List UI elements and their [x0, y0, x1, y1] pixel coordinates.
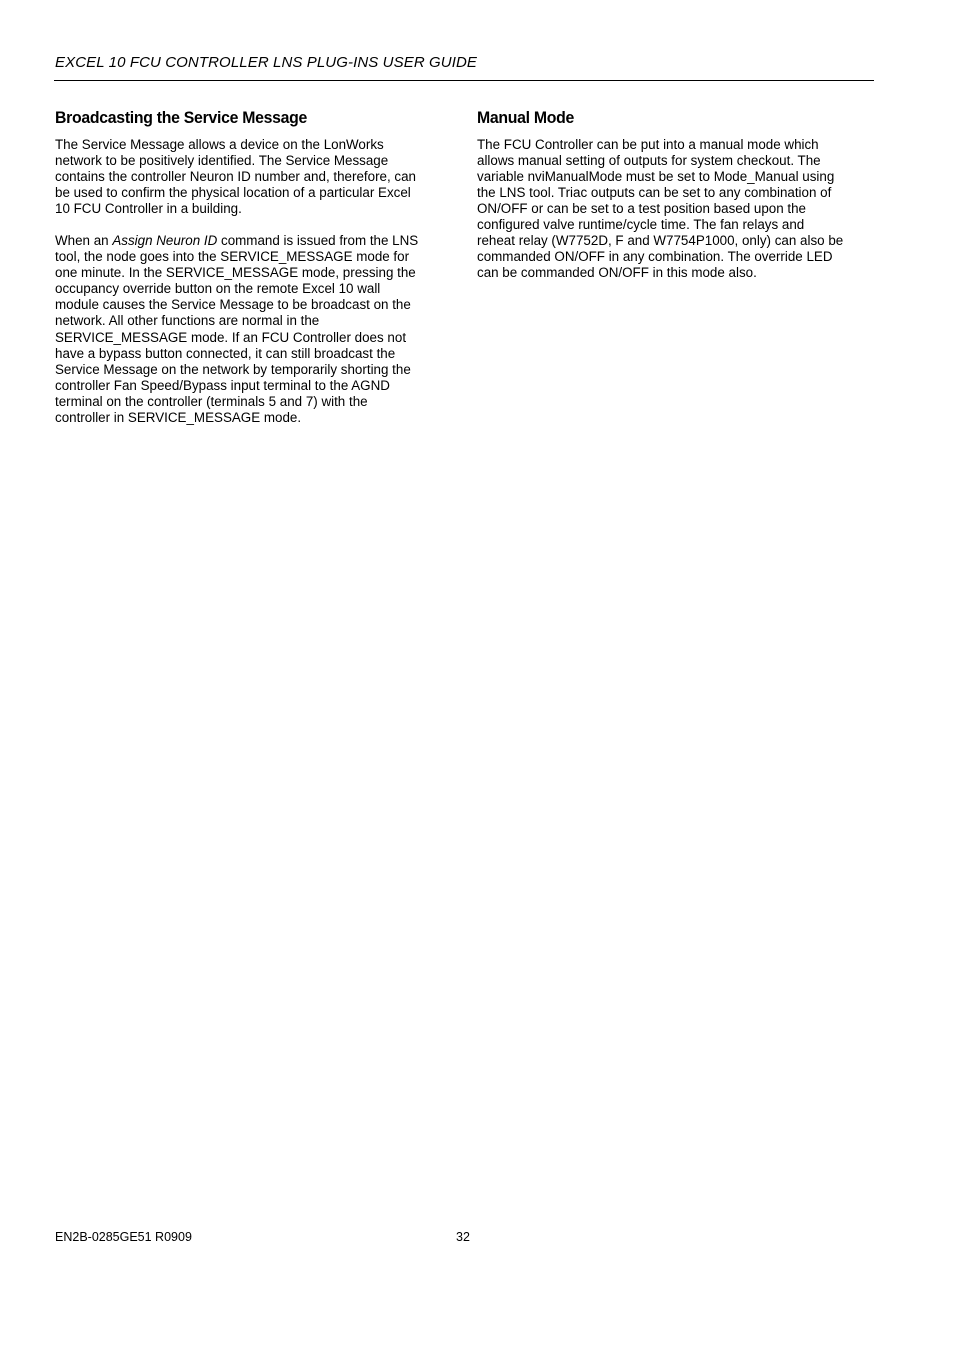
- text-line: be used to confirm the physical location of a particular Excel: [55, 185, 411, 201]
- section-heading-broadcasting: Broadcasting the Service Message: [55, 108, 308, 127]
- text-line: commanded ON/OFF in any combination. The override LED: [477, 249, 833, 265]
- section-heading-manual-mode: Manual Mode: [477, 108, 575, 127]
- text-line: The FCU Controller can be put into a manual mode which: [477, 137, 819, 152]
- right-column: [477, 108, 877, 281]
- paragraph-service-message: [55, 137, 455, 217]
- text-line: tool, the node goes into the SERVICE_MESSAGE mode for: [55, 249, 410, 265]
- paragraph-manual-mode: [477, 137, 877, 281]
- italic-command-name: Assign Neuron ID: [112, 233, 218, 249]
- text-line: SERVICE_MESSAGE mode. If an FCU Controller does not: [55, 329, 407, 345]
- document-number: EN2B-0285GE51 R0909: [55, 1230, 192, 1244]
- text-line: [55, 233, 455, 249]
- text-line: terminal on the controller (terminals 5 and 7) with the: [55, 393, 368, 409]
- text-line: can be commanded ON/OFF in this mode also.: [477, 265, 757, 281]
- text-line: module causes the Service Message to be broadcast on the: [55, 297, 411, 313]
- text-line: have a bypass button connected, it can still broadcast the: [55, 345, 396, 361]
- text-line: network. All other functions are normal in the: [55, 313, 320, 329]
- text-line: one minute. In the SERVICE_MESSAGE mode, pressing the: [55, 265, 416, 281]
- text-line: configured valve runtime/cycle time. The fan relays and: [477, 217, 805, 233]
- left-column: [55, 108, 455, 426]
- text-line: controller in SERVICE_MESSAGE mode.: [55, 409, 302, 425]
- text-line: Service Message on the network by temporarily shorting the: [55, 361, 411, 377]
- text-line: controller Fan Speed/Bypass input terminal to the AGND: [55, 377, 390, 393]
- text-run: command is issued from the LNS: [217, 233, 419, 249]
- text-line: allows manual setting of outputs for system checkout. The: [477, 153, 821, 169]
- text-line: network to be positively identified. The Service Message: [55, 153, 389, 169]
- text-line: The Service Message allows a device on the LonWorks: [55, 137, 384, 152]
- page-number: 32: [456, 1230, 470, 1244]
- text-line: occupancy override button on the remote Excel 10 wall: [55, 281, 381, 297]
- header-divider: [54, 80, 874, 81]
- text-line: the LNS tool. Triac outputs can be set to any combination of: [477, 185, 832, 201]
- paragraph-assign-neuron-id: [55, 233, 455, 426]
- text-line: contains the controller Neuron ID number and, therefore, can: [55, 169, 417, 185]
- text-line: reheat relay (W7752D, F and W7754P1000, only) can also be: [477, 233, 844, 249]
- text-run: When an: [55, 233, 113, 249]
- text-line: ON/OFF or can be set to a test position based upon the: [477, 201, 806, 217]
- header-title: EXCEL 10 FCU CONTROLLER LNS PLUG-INS USER GUIDE: [55, 54, 478, 71]
- text-line: 10 FCU Controller in a building.: [55, 201, 242, 217]
- text-line: variable nviManualMode must be set to Mode_Manual using: [477, 169, 835, 185]
